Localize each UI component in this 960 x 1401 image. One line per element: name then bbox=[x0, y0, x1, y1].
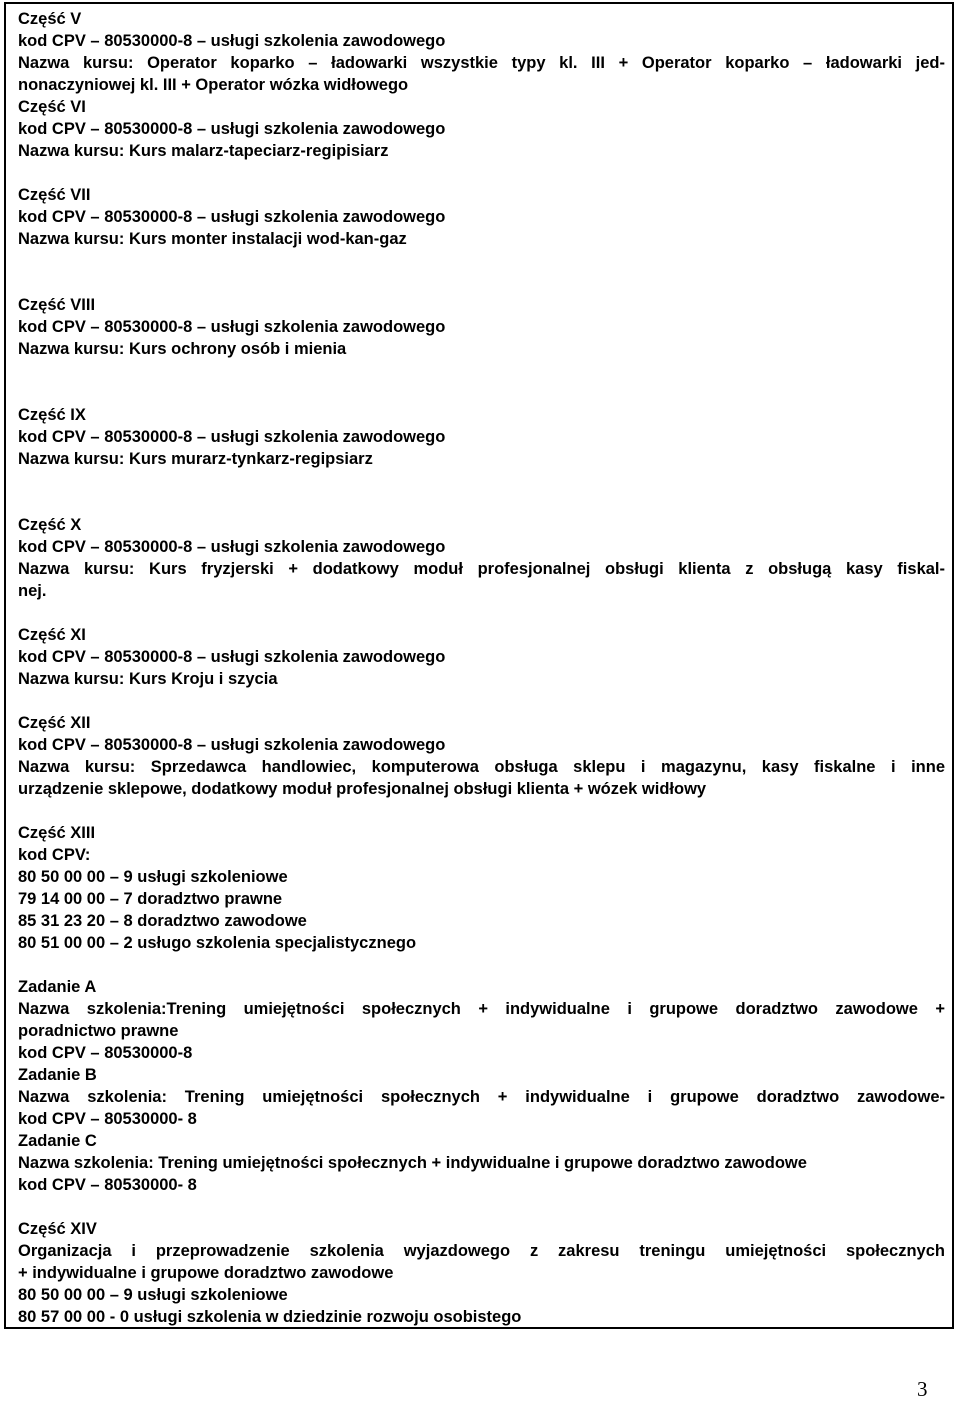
course-name: Nazwa kursu: Kurs malarz-tapeciarz-regipisiarz bbox=[18, 142, 389, 160]
cpv-line: kod CPV – 80530000-8 – usługi szkolenia zawodowego bbox=[18, 736, 446, 754]
course-name: Nazwa kursu: Sprzedawca handlowiec, komputerowa obsługa sklepu i magazynu, kasy fiskalne i inne bbox=[18, 758, 945, 776]
course-name-cont: nonaczyniowej kl. III + Operator wózka widłowego bbox=[18, 76, 409, 94]
task-heading: Zadanie A bbox=[18, 978, 97, 996]
course-name: Nazwa kursu: Kurs ochrony osób i mienia bbox=[18, 340, 347, 358]
cpv-label: kod CPV: bbox=[18, 846, 91, 864]
part-heading: Część XIV bbox=[18, 1220, 97, 1238]
cpv-line: kod CPV – 80530000-8 – usługi szkolenia zawodowego bbox=[18, 208, 446, 226]
cpv-line: kod CPV – 80530000-8 – usługi szkolenia zawodowego bbox=[18, 538, 446, 556]
part-heading: Część VII bbox=[18, 186, 91, 204]
cpv-code: 79 14 00 00 – 7 doradztwo prawne bbox=[18, 890, 283, 908]
training-name: Nazwa szkolenia: Trening umiejętności społecznych + indywidualne i grupowe doradztwo zawodowe- bbox=[18, 1088, 945, 1106]
cpv-line: kod CPV – 80530000-8 – usługi szkolenia zawodowego bbox=[18, 648, 446, 666]
part-heading: Część V bbox=[18, 10, 82, 28]
part-heading: Część VI bbox=[18, 98, 86, 116]
training-name-cont: poradnictwo prawne bbox=[18, 1022, 179, 1040]
course-name: Nazwa kursu: Kurs Kroju i szycia bbox=[18, 670, 278, 688]
cpv-code: 80 57 00 00 - 0 usługi szkolenia w dziedzinie rozwoju osobistego bbox=[18, 1308, 522, 1326]
course-name: Nazwa kursu: Operator koparko – ładowarki wszystkie typy kl. III + Operator koparko – ładowarki jed- bbox=[18, 54, 945, 72]
course-name: Nazwa kursu: Kurs monter instalacji wod-kan-gaz bbox=[18, 230, 407, 248]
cpv-line: kod CPV – 80530000- 8 bbox=[18, 1110, 197, 1128]
training-name: Nazwa szkolenia: Trening umiejętności społecznych + indywidualne i grupowe doradztwo zawodowe bbox=[18, 1154, 807, 1172]
part-heading: Część X bbox=[18, 516, 82, 534]
cpv-line: kod CPV – 80530000- 8 bbox=[18, 1176, 197, 1194]
course-name: Nazwa kursu: Kurs fryzjerski + dodatkowy moduł profesjonalnej obsługi klienta z obsługą kasy fiskal- bbox=[18, 560, 945, 578]
part-heading: Część XI bbox=[18, 626, 86, 644]
task-heading: Zadanie B bbox=[18, 1066, 97, 1084]
page-number: 3 bbox=[917, 1377, 928, 1401]
part-heading: Część IX bbox=[18, 406, 86, 424]
training-description: Organizacja i przeprowadzenie szkolenia wyjazdowego z zakresu treningu umiejętności społecznych bbox=[18, 1242, 945, 1260]
cpv-line: kod CPV – 80530000-8 – usługi szkolenia zawodowego bbox=[18, 32, 446, 50]
course-name-cont: urządzenie sklepowe, dodatkowy moduł profesjonalnej obsługi klienta + wózek widłowy bbox=[18, 780, 707, 798]
cpv-line: kod CPV – 80530000-8 bbox=[18, 1044, 193, 1062]
cpv-line: kod CPV – 80530000-8 – usługi szkolenia zawodowego bbox=[18, 318, 446, 336]
cpv-code: 80 50 00 00 – 9 usługi szkoleniowe bbox=[18, 868, 288, 886]
course-name-cont: nej. bbox=[18, 582, 47, 600]
training-name: Nazwa szkolenia:Trening umiejętności społecznych + indywidualne i grupowe doradztwo zawodowe + bbox=[18, 1000, 945, 1018]
part-heading: Część XIII bbox=[18, 824, 96, 842]
cpv-line: kod CPV – 80530000-8 – usługi szkolenia zawodowego bbox=[18, 120, 446, 138]
cpv-code: 80 51 00 00 – 2 usługo szkolenia specjalistycznego bbox=[18, 934, 417, 952]
part-heading: Część XII bbox=[18, 714, 91, 732]
task-heading: Zadanie C bbox=[18, 1132, 97, 1150]
part-heading: Część VIII bbox=[18, 296, 96, 314]
training-description-cont: + indywidualne i grupowe doradztwo zawodowe bbox=[18, 1264, 394, 1282]
cpv-code: 85 31 23 20 – 8 doradztwo zawodowe bbox=[18, 912, 307, 930]
cpv-line: kod CPV – 80530000-8 – usługi szkolenia zawodowego bbox=[18, 428, 446, 446]
document-frame bbox=[4, 2, 954, 1329]
cpv-code: 80 50 00 00 – 9 usługi szkoleniowe bbox=[18, 1286, 288, 1304]
course-name: Nazwa kursu: Kurs murarz-tynkarz-regipsiarz bbox=[18, 450, 373, 468]
